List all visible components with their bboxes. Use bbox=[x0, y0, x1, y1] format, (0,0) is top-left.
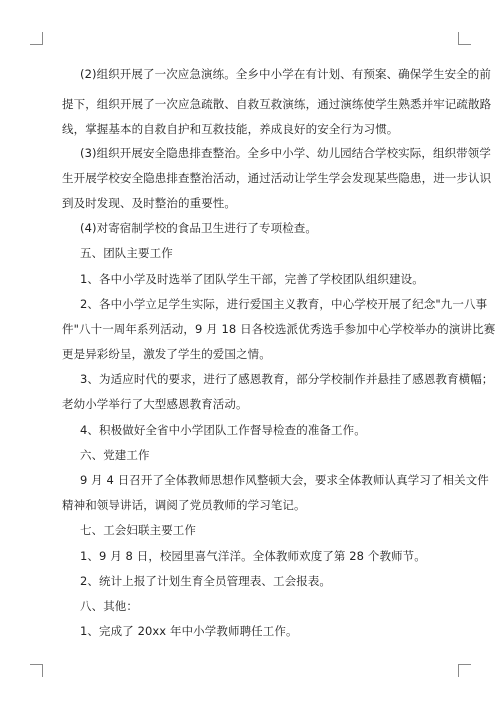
text-line: 1、各中小学及时选举了团队学生干部，完善了学校团队组织建设。 bbox=[80, 272, 424, 286]
text-line: 1、9 月 8 日，校园里喜气洋洋。全体教师欢度了第 28 个教师节。 bbox=[80, 549, 426, 563]
text-line: 4、积极做好全省中小学团队工作督导检查的准备工作。 bbox=[80, 423, 366, 437]
text-line: 更是异彩纷呈，激发了学生的爱国之情。 bbox=[62, 347, 271, 361]
text-line: 3、为适应时代的要求，进行了感恩教育，部分学校制作并悬挂了感恩教育横幅； bbox=[80, 372, 494, 386]
text-line: (2)组织开展了一次应急演练。全乡中小学在有计划、有预案、确保学生安全的前 bbox=[80, 67, 491, 81]
text-line: 2、各中小学立足学生实际，进行爱国主义教育，中心学校开展了纪念"九一八事 bbox=[80, 297, 488, 311]
text-line: 件"八十一周年系列活动，9 月 18 日各校选派优秀选手参加中心学校举办的演讲比赛 bbox=[62, 322, 496, 336]
corner-mark-bottom-right bbox=[458, 664, 471, 677]
text-line: 2、统计上报了计划生育全员管理表、工会报表。 bbox=[80, 574, 332, 588]
text-line: 到及时发现、及时整治的重要性。 bbox=[62, 196, 236, 210]
text-line: 线，掌握基本的自救自护和互救技能，养成良好的安全行为习惯。 bbox=[62, 122, 399, 136]
text-line: 精神和领导讲话，调阅了党员教师的学习笔记。 bbox=[62, 498, 306, 512]
text-line: (4)对寄宿制学校的食品卫生进行了专项检查。 bbox=[80, 221, 317, 235]
text-line: (3)组织开展安全隐患排查整治。全乡中小学、幼儿园结合学校实际，组织带领学 bbox=[80, 146, 491, 160]
text-line: 老幼小学举行了大型感恩教育活动。 bbox=[62, 397, 248, 411]
text-line: 1、完成了 20xx 年中小学教师聘任工作。 bbox=[80, 624, 298, 638]
section-heading: 八、其他： bbox=[80, 599, 138, 613]
section-heading: 七、工会妇联主要工作 bbox=[80, 523, 196, 537]
corner-mark-bottom-left bbox=[30, 664, 43, 677]
corner-mark-top-right bbox=[458, 32, 471, 45]
text-line: 生开展学校安全隐患排查整治活动，通过活动让学生学会发现某些隐患，进一步认识 bbox=[62, 171, 492, 185]
section-heading: 六、党建工作 bbox=[80, 448, 150, 462]
text-line: 提下，组织开展了一次应急疏散、自救互救演练，通过演练使学生熟悉并牢记疏散路 bbox=[62, 97, 492, 111]
section-heading: 五、团队主要工作 bbox=[80, 246, 173, 260]
text-line: 9 月 4 日召开了全体教师思想作风整顿大会，要求全体教师认真学习了相关文件 bbox=[80, 473, 489, 487]
corner-mark-top-left bbox=[30, 32, 43, 45]
